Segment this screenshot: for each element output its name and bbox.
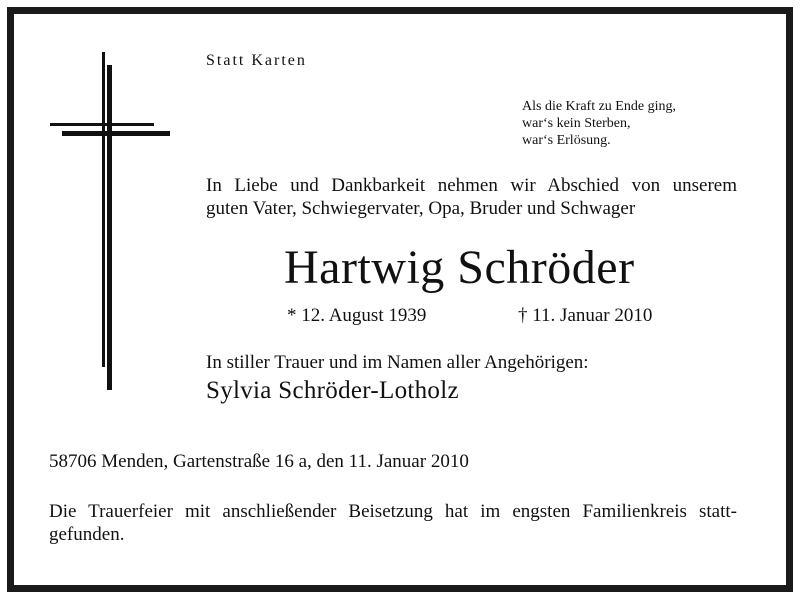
poem-line: Als die Kraft zu Ende ging, xyxy=(522,99,676,114)
deceased-name: Hartwig Schröder xyxy=(284,241,635,294)
cross-horizontal-beam-thin xyxy=(50,123,154,126)
cross-vertical-beam-thin xyxy=(102,52,105,367)
poem-line: war‘s Erlösung. xyxy=(522,133,611,148)
funeral-line: gefunden. xyxy=(49,524,125,545)
funeral-line: Die Trauerfeier mit anschließender Beisetzung hat im engsten Familienkreis statt- xyxy=(49,501,737,522)
intro-line: guten Vater, Schwiegervater, Opa, Bruder und Schwager xyxy=(206,198,636,219)
birth-date: * 12. August 1939 xyxy=(287,305,427,326)
cross-icon xyxy=(40,45,180,395)
intro-text xyxy=(206,174,737,220)
intro-line: In Liebe und Dankbarkeit nehmen wir Abschied von unserem xyxy=(206,175,737,196)
header-statt-karten: Statt Karten xyxy=(206,52,307,69)
poem-line: war‘s kein Sterben, xyxy=(522,116,631,131)
place-and-date: 58706 Menden, Gartenstraße 16 a, den 11. Januar 2010 xyxy=(49,451,469,472)
cross-vertical-beam-thick xyxy=(107,65,112,390)
funeral-notice xyxy=(49,500,737,546)
mourning-line: In stiller Trauer und im Namen aller Angehörigen: xyxy=(206,352,589,373)
death-date: † 11. Januar 2010 xyxy=(518,305,653,326)
poem-quote xyxy=(522,98,676,149)
cross-horizontal-beam-thick xyxy=(62,131,170,136)
signer-name: Sylvia Schröder-Lotholz xyxy=(206,377,459,404)
